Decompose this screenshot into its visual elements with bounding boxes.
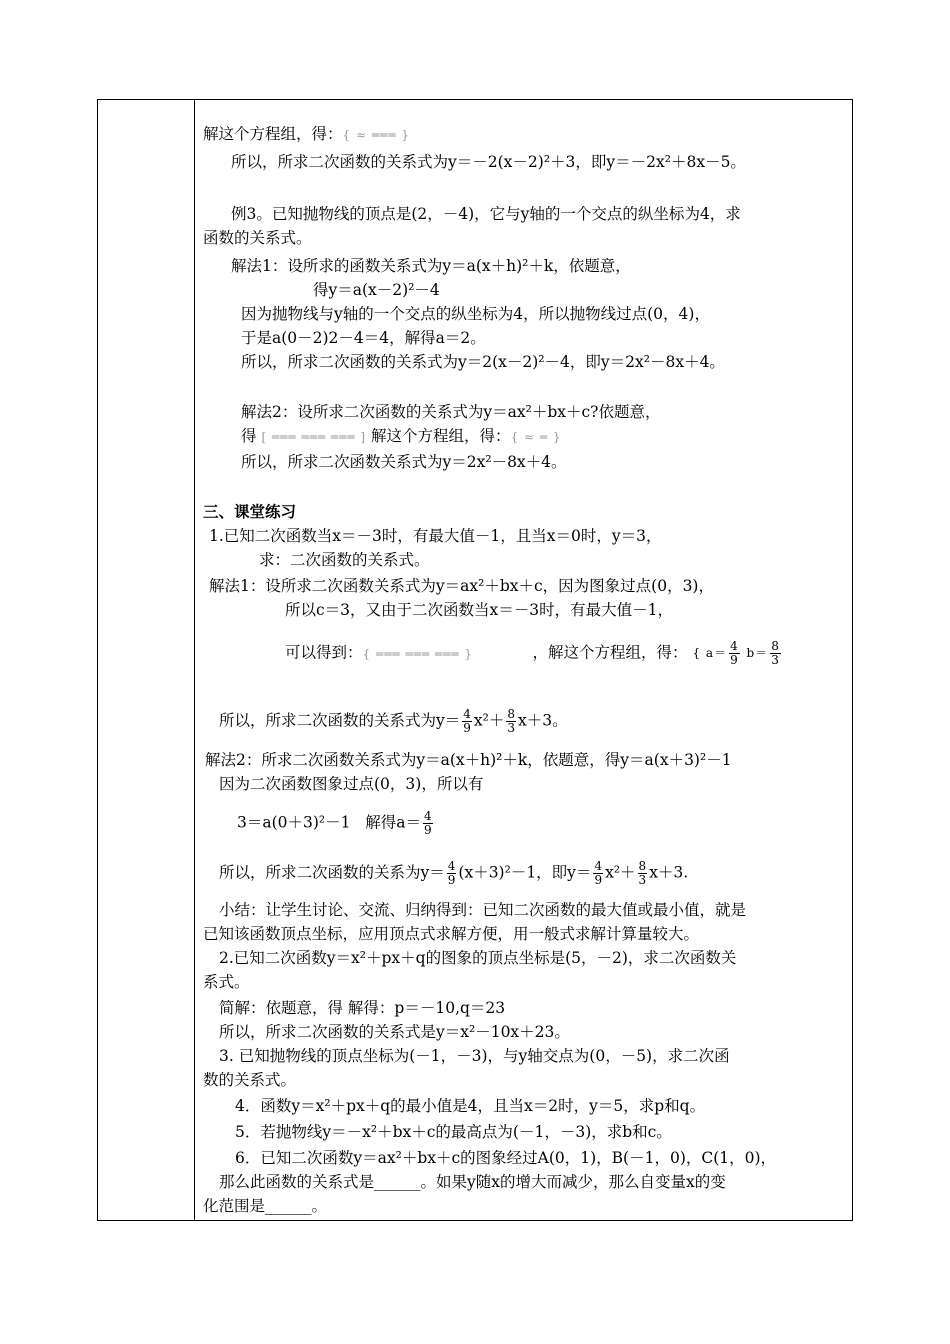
text-line: 因为二次函数图象过点(0，3)，所以有 bbox=[219, 775, 484, 793]
text-line: 系式。 bbox=[203, 973, 250, 991]
text-line: 所以，所求二次函数的关系为y＝ $\frac{4}{9}$ (x＋3)²－1，即y＝ $\frac{4}{9}$ x²＋ $\frac{8}{3}$ x＋3. bbox=[219, 859, 689, 887]
text-line: 2.已知二次函数y＝x²＋px＋q的图象的顶点坐标是(5，－2)，求二次函数关 bbox=[219, 949, 737, 967]
text-line: 解法1：设所求二次函数关系式为y＝ax²＋bx＋c，因为图象过点(0，3)， bbox=[209, 577, 714, 595]
text-line: 所以c＝3，又由于二次函数当x＝－3时，有最大值－1， bbox=[285, 601, 674, 619]
section-heading: 三、课堂练习 bbox=[203, 502, 297, 521]
content-column bbox=[195, 100, 852, 1220]
text-line: 于是a(0－2)2－4＝4，解得a＝2。 bbox=[241, 329, 486, 347]
text-line: 解法2：设所求二次函数的关系式为y＝ax²＋bx＋c?依题意， bbox=[241, 403, 661, 421]
text-line: 所以，所求二次函数的关系式为y＝－2(x－2)²＋3，即y＝－2x²＋8x－5。 bbox=[231, 153, 746, 171]
text-line: 得y＝a(x－2)²－4 bbox=[313, 281, 440, 299]
text-line: 例3。已知抛物线的顶点是(2，－4)，它与y轴的一个交点的纵坐标为4，求 bbox=[231, 205, 741, 223]
text-line: 5．若抛物线y＝－x²＋bx＋c的最高点为(－1，－3)，求b和c。 bbox=[235, 1123, 672, 1141]
equation-image: { ═══ ═══ ═══ } bbox=[362, 646, 474, 661]
text-line: 解法1：设所求的函数关系式为y＝a(x＋h)²＋k，依题意， bbox=[231, 257, 631, 275]
text-line: 3. 已知抛物线的顶点坐标为(－1，－3)，与y轴交点为(0，－5)，求二次函 bbox=[219, 1047, 730, 1065]
text-line: 6．已知二次函数y＝ax²＋bx＋c的图象经过A(0，1)，B(－1，0)，C(1，0)， bbox=[235, 1149, 777, 1167]
text-line: 求：二次函数的关系式。 bbox=[259, 551, 430, 569]
text-line: 所以，所求二次函数的关系式是y＝x²－10x＋23。 bbox=[219, 1023, 570, 1041]
text-line: 因为抛物线与y轴的一个交点的纵坐标为4，所以抛物线过点(0，4)， bbox=[241, 305, 710, 323]
text-line: 解这个方程组，得：{ ≈ ═══ } bbox=[203, 125, 410, 143]
text-line: 3＝a(0＋3)²－1 解得a＝ $\frac{4}{9}$ bbox=[237, 809, 432, 837]
text-line: 函数的关系式。 bbox=[203, 229, 312, 247]
text-line: 已知该函数顶点坐标，应用顶点式求解方便，用一般式求解计算量较大。 bbox=[203, 925, 700, 943]
text-line: 1.已知二次函数当x＝－3时，有最大值－1，且当x＝0时，y＝3， bbox=[209, 527, 662, 545]
text-line: 所以，所求二次函数的关系式为y＝ $\frac{4}{9}$ x²＋ $\frac{8}{3}$ x＋3。 bbox=[219, 707, 568, 735]
solution-system: { a＝ $\frac{4}{9}$ b＝ $\frac{8}{3}$ bbox=[692, 639, 780, 667]
equation-image: { ≈ ═══ } bbox=[342, 128, 410, 142]
text-line: 小结：让学生讨论、交流、归纳得到：已知二次函数的最大值或最小值，就是 bbox=[219, 901, 747, 919]
text-line: 所以，所求二次函数关系式为y＝2x²－8x＋4。 bbox=[241, 453, 567, 471]
text-line: 得 [ ═══ ═══ ═══ ] 解这个方程组，得：{ ≈ ═ } bbox=[241, 427, 562, 445]
equation-image: { ≈ ═ } bbox=[510, 430, 562, 444]
text-line: 简解：依题意，得 解得：p＝－10,q＝23 bbox=[219, 999, 506, 1017]
lesson-table bbox=[97, 99, 853, 1221]
equation-image: [ ═══ ═══ ═══ ] bbox=[261, 430, 367, 444]
left-column bbox=[98, 100, 195, 1220]
text-line: 化范围是______。 bbox=[203, 1197, 328, 1215]
text-line: 那么此函数的关系式是______。如果y随x的增大而减少，那么自变量x的变 bbox=[219, 1173, 726, 1191]
text-line: 所以，所求二次函数的关系式为y＝2(x－2)²－4，即y＝2x²－8x＋4。 bbox=[241, 353, 725, 371]
text-line: 数的关系式。 bbox=[203, 1071, 297, 1089]
text-line: 4．函数y＝x²＋px＋q的最小值是4，且当x＝2时，y＝5，求p和q。 bbox=[235, 1097, 706, 1115]
text-line: 解法2：所求二次函数关系式为y＝a(x＋h)²＋k，依题意，得y＝a(x＋3)²－1 bbox=[205, 751, 732, 769]
text-line: 可以得到：{ ═══ ═══ ═══ } ，解这个方程组，得： { a＝ $\frac{4}{9}$ b＝ $\frac{8}{3}$ bbox=[285, 640, 783, 667]
